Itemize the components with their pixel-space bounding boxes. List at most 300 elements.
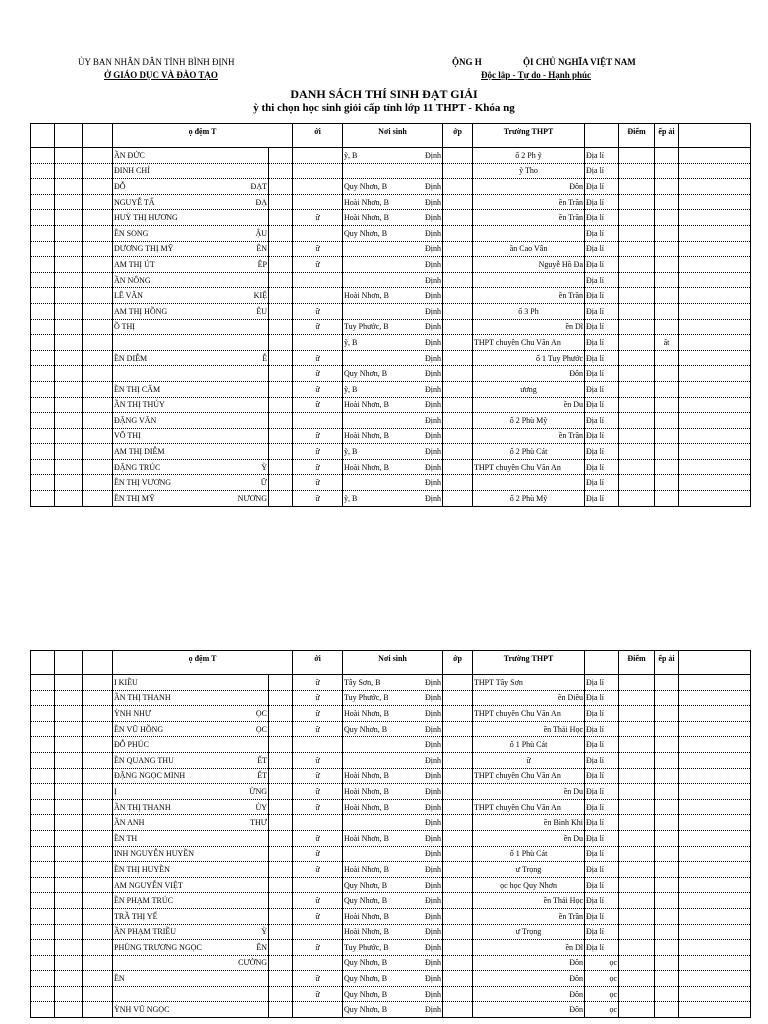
class-cell: [443, 830, 473, 846]
stt-cell: [31, 319, 55, 335]
table-row: [31, 241, 751, 257]
score-cell: [619, 491, 655, 507]
birthplace-cell: [343, 179, 443, 195]
school-cell: THPT chuyên Chu Văn An: [473, 768, 585, 784]
sbd-cell: [55, 971, 83, 987]
stt-cell: [31, 444, 55, 460]
table-row: [31, 893, 751, 909]
gender-cell: ữ: [293, 350, 343, 366]
score-cell: [619, 475, 655, 491]
subject-cell: Địa lí: [585, 846, 619, 862]
code-cell: [83, 366, 113, 382]
name-cell: [113, 940, 269, 956]
prize-cell: [655, 986, 679, 1002]
birthplace-cell: [343, 846, 443, 862]
name-cell: [113, 303, 269, 319]
birthplace-cell: [343, 908, 443, 924]
birthplace-cell: [343, 924, 443, 940]
birthplace-cell: [343, 163, 443, 179]
birthplace-cell: [343, 210, 443, 226]
subject-cell: Địa lí: [585, 924, 619, 940]
birthplace-province: Định: [425, 927, 442, 937]
margin-cell: [679, 303, 751, 319]
birthplace-cell: [343, 690, 443, 706]
birthplace-cell: [343, 815, 443, 831]
extra-cell: [269, 784, 293, 800]
stt-cell: [31, 908, 55, 924]
school-cell: ền Bình Khi: [473, 815, 585, 831]
sbd-cell: [55, 846, 83, 862]
birthplace-cell: [343, 955, 443, 971]
class-cell: [443, 706, 473, 722]
school-cell: [473, 475, 585, 491]
margin-cell: [679, 194, 751, 210]
sbd-cell: [55, 830, 83, 846]
prize-cell: [655, 163, 679, 179]
code-cell: [83, 752, 113, 768]
code-cell: [83, 1002, 113, 1018]
class-cell: [443, 846, 473, 862]
stt-cell: [31, 862, 55, 878]
table-row: [31, 272, 751, 288]
gender-cell: [293, 225, 343, 241]
surname-text: ỀN THỊ MỸ: [114, 493, 155, 503]
issuer-line-2: [104, 70, 218, 81]
prize-cell: [655, 940, 679, 956]
extra-cell: [269, 986, 293, 1002]
stt-cell: [31, 459, 55, 475]
margin-cell: [679, 241, 751, 257]
school-cell: ền Du: [473, 830, 585, 846]
prize-cell: [655, 257, 679, 273]
surname-text: ĐẶNG TRÚC: [114, 462, 161, 472]
birthplace-province: Định: [425, 989, 442, 999]
birthplace-district: ỹ, B: [344, 447, 358, 457]
class-cell: [443, 319, 473, 335]
surname-text: ĐẶNG VĂN: [114, 415, 157, 425]
prize-cell: [655, 303, 679, 319]
school-cell: ương: [473, 381, 585, 397]
gender-cell: ữ: [293, 475, 343, 491]
score-cell: [619, 366, 655, 382]
school-cell: ần Cao Vân: [473, 241, 585, 257]
birthplace-province: Định: [425, 384, 442, 394]
code-cell: [83, 350, 113, 366]
margin-cell: [679, 225, 751, 241]
gender-cell: ữ: [293, 491, 343, 507]
stt-cell: [31, 225, 55, 241]
surname-text: DƯƠNG THỊ MỸ: [114, 244, 174, 254]
gender-cell: ữ: [293, 940, 343, 956]
extra-cell: [269, 491, 293, 507]
name-cell: [113, 862, 269, 878]
stt-cell: [31, 955, 55, 971]
given-name-text: Ỳ: [261, 462, 267, 472]
table-row: [31, 303, 751, 319]
subject-cell: Địa lí: [585, 690, 619, 706]
stt-cell: [31, 1002, 55, 1018]
code-cell: [83, 862, 113, 878]
column-header: [585, 651, 619, 675]
code-cell: [83, 381, 113, 397]
birthplace-cell: [343, 148, 443, 164]
surname-text: ỀN THỊ HUYỀN: [114, 864, 170, 874]
birthplace-province: Định: [425, 150, 442, 160]
name-cell: [113, 428, 269, 444]
prize-cell: [655, 194, 679, 210]
birthplace-province: Định: [425, 213, 442, 223]
score-cell: [619, 350, 655, 366]
sbd-cell: [55, 815, 83, 831]
extra-cell: [269, 381, 293, 397]
birthplace-cell: [343, 768, 443, 784]
prize-cell: [655, 768, 679, 784]
table-row: [31, 830, 751, 846]
given-name-text: ÊN: [256, 244, 267, 254]
birthplace-cell: [343, 257, 443, 273]
code-cell: [83, 179, 113, 195]
column-header: ếp ải: [655, 651, 679, 675]
subject-cell: Địa lí: [585, 908, 619, 924]
stt-cell: [31, 924, 55, 940]
subject-cell: Địa lí: [585, 830, 619, 846]
extra-cell: [269, 1002, 293, 1018]
gender-cell: [293, 955, 343, 971]
school-cell: ố 1 Tuy Phước: [473, 350, 585, 366]
birthplace-province: Định: [425, 306, 442, 316]
school-cell: Đôn: [473, 366, 585, 382]
school-cell: ền Trần: [473, 288, 585, 304]
subject-cell: Địa lí: [585, 675, 619, 691]
birthplace-district: Tuy Phước, B: [344, 322, 389, 332]
code-cell: [83, 241, 113, 257]
class-cell: [443, 428, 473, 444]
sbd-cell: [55, 381, 83, 397]
prize-cell: [655, 428, 679, 444]
column-header: [55, 651, 83, 675]
surname-text: AM THỊ ÚT: [114, 259, 155, 269]
sbd-cell: [55, 241, 83, 257]
birthplace-province: Định: [425, 259, 442, 269]
class-cell: [443, 163, 473, 179]
given-name-text: KIỆ: [253, 291, 267, 301]
sbd-cell: [55, 350, 83, 366]
gender-cell: ữ: [293, 257, 343, 273]
class-cell: [443, 194, 473, 210]
code-cell: [83, 194, 113, 210]
birthplace-district: Hoài Nhơn, B: [344, 911, 389, 921]
name-cell: [113, 784, 269, 800]
stt-cell: [31, 288, 55, 304]
stt-cell: [31, 830, 55, 846]
surname-text: ĐỖ: [114, 181, 126, 191]
sbd-cell: [55, 706, 83, 722]
column-header: Trường THPT: [473, 124, 585, 148]
birthplace-cell: [343, 303, 443, 319]
extra-cell: [269, 675, 293, 691]
prize-cell: [655, 210, 679, 226]
sbd-cell: [55, 428, 83, 444]
stt-cell: [31, 210, 55, 226]
extra-cell: [269, 428, 293, 444]
prize-cell: [655, 444, 679, 460]
stt-cell: [31, 815, 55, 831]
class-cell: [443, 335, 473, 351]
column-header: Điểm: [619, 651, 655, 675]
table-row: [31, 163, 751, 179]
subject-cell: ọc: [585, 971, 619, 987]
margin-cell: [679, 799, 751, 815]
school-cell: ền Du: [473, 784, 585, 800]
given-name-text: ẾT: [257, 771, 267, 781]
gender-cell: [293, 413, 343, 429]
sbd-cell: [55, 752, 83, 768]
name-cell: [113, 225, 269, 241]
gender-cell: ữ: [293, 303, 343, 319]
birthplace-province: Định: [425, 708, 442, 718]
birthplace-province: Định: [425, 942, 442, 952]
birthplace-cell: [343, 675, 443, 691]
table-row: [31, 752, 751, 768]
stt-cell: [31, 303, 55, 319]
subject-cell: Địa lí: [585, 319, 619, 335]
birthplace-province: Định: [425, 677, 442, 687]
margin-cell: [679, 491, 751, 507]
gender-cell: ữ: [293, 862, 343, 878]
birthplace-cell: [343, 272, 443, 288]
class-cell: [443, 675, 473, 691]
score-cell: [619, 690, 655, 706]
class-cell: [443, 1002, 473, 1018]
score-cell: [619, 908, 655, 924]
code-cell: [83, 444, 113, 460]
stt-cell: [31, 784, 55, 800]
score-cell: [619, 924, 655, 940]
sbd-cell: [55, 784, 83, 800]
code-cell: [83, 768, 113, 784]
table-row: [31, 675, 751, 691]
birthplace-cell: [343, 706, 443, 722]
subject-cell: Địa lí: [585, 413, 619, 429]
birthplace-cell: [343, 799, 443, 815]
subject-cell: Địa lí: [585, 491, 619, 507]
score-cell: [619, 1002, 655, 1018]
birthplace-district: Tây Sơn, B: [344, 677, 381, 687]
table-row: [31, 986, 751, 1002]
code-cell: [83, 491, 113, 507]
table-row: [31, 475, 751, 491]
gender-cell: [293, 877, 343, 893]
table-row: [31, 491, 751, 507]
subject-cell: Địa lí: [585, 288, 619, 304]
prize-cell: [655, 893, 679, 909]
score-cell: [619, 706, 655, 722]
gender-cell: ữ: [293, 210, 343, 226]
birthplace-district: Quy Nhơn, B: [344, 958, 388, 968]
score-cell: [619, 257, 655, 273]
birthplace-province: Định: [425, 958, 442, 968]
column-header: [83, 651, 113, 675]
sbd-cell: [55, 194, 83, 210]
column-header: [31, 124, 55, 148]
name-cell: [113, 381, 269, 397]
margin-cell: [679, 350, 751, 366]
prize-cell: [655, 955, 679, 971]
margin-cell: [679, 163, 751, 179]
birthplace-cell: [343, 241, 443, 257]
table-row: [31, 444, 751, 460]
margin-cell: [679, 459, 751, 475]
subject-cell: Địa lí: [585, 241, 619, 257]
gender-cell: ữ: [293, 971, 343, 987]
surname-text: ỀN PHẠM TRÚC: [114, 896, 173, 906]
extra-cell: [269, 257, 293, 273]
sbd-cell: [55, 459, 83, 475]
birthplace-province: Định: [425, 244, 442, 254]
table-row: [31, 1002, 751, 1018]
extra-cell: [269, 459, 293, 475]
birthplace-district: Quy Nhơn, B: [344, 1005, 388, 1015]
prize-cell: [655, 830, 679, 846]
school-cell: ữ: [473, 752, 585, 768]
birthplace-province: Định: [425, 880, 442, 890]
table-row: [31, 768, 751, 784]
name-cell: [113, 194, 269, 210]
code-cell: [83, 877, 113, 893]
birthplace-cell: [343, 784, 443, 800]
birthplace-province: Định: [425, 493, 442, 503]
sbd-cell: [55, 721, 83, 737]
class-cell: [443, 366, 473, 382]
school-cell: Nguyễ Hồ Đa: [473, 257, 585, 273]
sbd-cell: [55, 877, 83, 893]
score-cell: [619, 752, 655, 768]
subject-cell: Địa lí: [585, 303, 619, 319]
school-cell: Đôn: [473, 179, 585, 195]
subject-cell: Địa lí: [585, 257, 619, 273]
gender-cell: [293, 288, 343, 304]
gender-cell: ữ: [293, 319, 343, 335]
table-row: [31, 381, 751, 397]
prize-cell: [655, 413, 679, 429]
margin-cell: [679, 413, 751, 429]
extra-cell: [269, 877, 293, 893]
birthplace-district: Hoài Nhơn, B: [344, 864, 389, 874]
extra-cell: [269, 721, 293, 737]
name-cell: [113, 815, 269, 831]
name-cell: [113, 366, 269, 382]
sbd-cell: [55, 690, 83, 706]
score-cell: [619, 288, 655, 304]
surname-text: ỀN QUANG THU: [114, 755, 174, 765]
sbd-cell: [55, 799, 83, 815]
stt-cell: [31, 350, 55, 366]
given-name-text: ĐẠT: [250, 181, 267, 191]
table-row: [31, 210, 751, 226]
birthplace-district: Quy Nhơn, B: [344, 181, 388, 191]
birthplace-province: Định: [425, 833, 442, 843]
gender-cell: [293, 148, 343, 164]
birthplace-province: Định: [425, 693, 442, 703]
school-cell: ố 2 Phù Mỹ: [473, 413, 585, 429]
birthplace-district: Quy Nhơn, B: [344, 896, 388, 906]
prize-cell: [655, 1002, 679, 1018]
code-cell: [83, 721, 113, 737]
school-cell: Đôn: [473, 971, 585, 987]
stt-cell: [31, 675, 55, 691]
table-row: [31, 288, 751, 304]
gender-cell: [293, 815, 343, 831]
code-cell: [83, 272, 113, 288]
class-cell: [443, 862, 473, 878]
surname-text: ĐINH CHÍ: [114, 166, 150, 176]
name-cell: [113, 444, 269, 460]
column-header: ới: [293, 124, 343, 148]
gender-cell: ữ: [293, 706, 343, 722]
margin-cell: [679, 148, 751, 164]
surname-text: ỀN VŨ HỒNG: [114, 724, 164, 734]
stt-cell: [31, 397, 55, 413]
gender-cell: [293, 163, 343, 179]
school-cell: ố 3 Ph: [473, 303, 585, 319]
sbd-cell: [55, 491, 83, 507]
prize-cell: [655, 319, 679, 335]
code-cell: [83, 784, 113, 800]
name-cell: [113, 706, 269, 722]
extra-cell: [269, 737, 293, 753]
margin-cell: [679, 210, 751, 226]
school-cell: ư Trọng: [473, 924, 585, 940]
birthplace-cell: [343, 194, 443, 210]
column-header: [679, 651, 751, 675]
birthplace-district: Quy Nhơn, B: [344, 369, 388, 379]
birthplace-province: Định: [425, 1005, 442, 1015]
gender-cell: [293, 1002, 343, 1018]
class-cell: [443, 737, 473, 753]
birthplace-cell: [343, 319, 443, 335]
score-cell: [619, 721, 655, 737]
margin-cell: [679, 986, 751, 1002]
surname-text: ỲNH VŨ NGỌC: [114, 1005, 170, 1015]
surname-text: ỀN: [114, 974, 125, 984]
surname-text: ĐỖ PHÚC: [114, 740, 149, 750]
prize-cell: [655, 690, 679, 706]
class-cell: [443, 955, 473, 971]
code-cell: [83, 955, 113, 971]
class-cell: [443, 272, 473, 288]
code-cell: [83, 319, 113, 335]
sbd-cell: [55, 1002, 83, 1018]
school-cell: Đôn: [473, 986, 585, 1002]
table-row: [31, 148, 751, 164]
extra-cell: [269, 955, 293, 971]
stt-cell: [31, 940, 55, 956]
prize-cell: [655, 877, 679, 893]
name-cell: [113, 335, 269, 351]
margin-cell: [679, 444, 751, 460]
prize-cell: [655, 179, 679, 195]
given-name-text: ÊN: [256, 942, 267, 952]
subject-cell: Địa lí: [585, 893, 619, 909]
column-header: ếp ải: [655, 124, 679, 148]
birthplace-province: Định: [425, 911, 442, 921]
table-header-row: [31, 124, 751, 148]
table-row: [31, 413, 751, 429]
gender-cell: [293, 194, 343, 210]
surname-text: INH NGUYỄN HUYỀN: [114, 849, 194, 859]
table-row: [31, 955, 751, 971]
subject-cell: Địa lí: [585, 381, 619, 397]
